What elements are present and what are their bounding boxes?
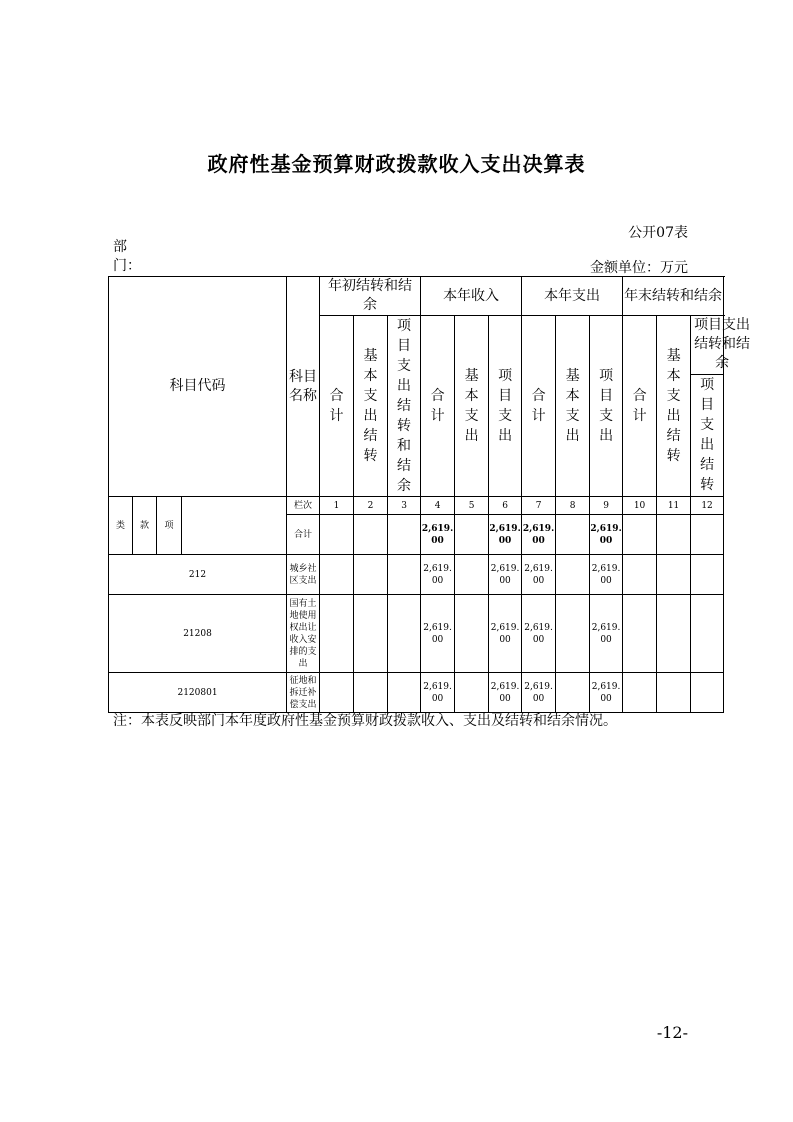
header-expense-project bbox=[590, 316, 623, 497]
column-number: 3 bbox=[388, 497, 421, 515]
total-begin-project bbox=[388, 515, 421, 555]
row-expense-total: 2,619.00 bbox=[522, 555, 556, 595]
row-expense-project: 2,619.00 bbox=[590, 595, 623, 673]
row-cell bbox=[556, 673, 590, 713]
total-end-project-carryover bbox=[691, 515, 724, 555]
header-end-basic-text: 基本支出结转 bbox=[666, 348, 681, 464]
total-row-label: 合计 bbox=[287, 515, 320, 555]
row-income-project: 2,619.00 bbox=[489, 673, 522, 713]
row-expense-total: 2,619.00 bbox=[522, 595, 556, 673]
header-expense-project-text: 项目支出 bbox=[599, 368, 614, 444]
header-kuan: 款 bbox=[133, 497, 157, 555]
header-end-total bbox=[623, 316, 657, 497]
header-income-project-text: 项目支出 bbox=[498, 368, 513, 444]
header-end-basic bbox=[657, 316, 691, 497]
row-cell bbox=[623, 555, 657, 595]
row-cell bbox=[623, 673, 657, 713]
header-income-project bbox=[489, 316, 522, 497]
column-number: 10 bbox=[623, 497, 657, 515]
row-name: 征地和拆迁补偿支出 bbox=[287, 673, 320, 713]
row-cell bbox=[455, 595, 489, 673]
header-subject-name bbox=[287, 277, 320, 497]
header-begin-group bbox=[320, 277, 421, 316]
column-index-label: 栏次 bbox=[287, 497, 320, 515]
page-number: -12- bbox=[656, 1023, 688, 1042]
header-begin-project bbox=[388, 316, 421, 497]
header-begin-group-text: 年初结转和结余 bbox=[328, 278, 413, 313]
header-subject-code: 科目代码 bbox=[109, 277, 287, 497]
total-expense-project: 2,619.00 bbox=[590, 515, 623, 555]
row-cell bbox=[623, 595, 657, 673]
header-subject-name-text: 科目名称 bbox=[289, 368, 318, 404]
page-title: 政府性基金预算财政拨款收入支出决算表 bbox=[207, 152, 586, 176]
total-expense-total: 2,619.00 bbox=[522, 515, 556, 555]
header-begin-basic bbox=[354, 316, 388, 497]
row-cell bbox=[320, 673, 354, 713]
footnote: 注：本表反映部门本年度政府性基金预算财政拨款收入、支出及结转和结余情况。 bbox=[113, 713, 617, 729]
row-code: 212 bbox=[109, 555, 287, 595]
total-end-total bbox=[623, 515, 657, 555]
header-income-total-text: 合计 bbox=[430, 388, 445, 424]
header-begin-total bbox=[320, 316, 354, 497]
row-cell bbox=[691, 673, 724, 713]
header-expense-total bbox=[522, 316, 556, 497]
row-cell bbox=[354, 555, 388, 595]
header-end-project-group-text: 项目支出结转和结余 bbox=[694, 317, 751, 372]
total-income-basic bbox=[455, 515, 489, 555]
row-cell bbox=[657, 595, 691, 673]
header-expense-total-text: 合计 bbox=[531, 388, 546, 424]
header-begin-project-text: 项目支出结转和结余 bbox=[397, 318, 412, 494]
total-expense-basic bbox=[556, 515, 590, 555]
unit-label: 金额单位：万元 bbox=[590, 260, 688, 276]
row-cell bbox=[657, 555, 691, 595]
header-expense-group: 本年支出 bbox=[522, 277, 623, 316]
header-begin-basic-text: 基本支出结转 bbox=[363, 348, 378, 464]
row-cell bbox=[388, 595, 421, 673]
header-end-project-carryover-text: 项目支出结转 bbox=[700, 377, 715, 494]
row-cell bbox=[455, 555, 489, 595]
header-end-project-group bbox=[691, 316, 751, 375]
total-begin-total bbox=[320, 515, 354, 555]
column-number: 7 bbox=[522, 497, 556, 515]
column-number: 1 bbox=[320, 497, 354, 515]
column-number: 5 bbox=[455, 497, 489, 515]
row-name: 城乡社区支出 bbox=[287, 555, 320, 595]
row-cell bbox=[320, 595, 354, 673]
header-blank bbox=[182, 497, 287, 555]
row-income-total: 2,619.00 bbox=[421, 555, 455, 595]
row-expense-project: 2,619.00 bbox=[590, 673, 623, 713]
budget-table bbox=[108, 276, 751, 713]
row-cell bbox=[388, 673, 421, 713]
department-label: 部门： bbox=[113, 239, 141, 274]
row-cell bbox=[556, 595, 590, 673]
header-income-basic-text: 基本支出 bbox=[464, 368, 479, 444]
form-number: 公开07表 bbox=[628, 225, 688, 241]
row-cell bbox=[691, 595, 724, 673]
row-cell bbox=[388, 555, 421, 595]
total-income-project: 2,619.00 bbox=[489, 515, 522, 555]
row-cell bbox=[354, 673, 388, 713]
row-code: 21208 bbox=[109, 595, 287, 673]
row-expense-project: 2,619.00 bbox=[590, 555, 623, 595]
total-end-basic bbox=[657, 515, 691, 555]
column-number: 4 bbox=[421, 497, 455, 515]
column-number: 9 bbox=[590, 497, 623, 515]
column-number: 6 bbox=[489, 497, 522, 515]
column-number: 12 bbox=[691, 497, 724, 515]
row-cell bbox=[556, 555, 590, 595]
header-end-total-text: 合计 bbox=[632, 388, 647, 424]
row-cell bbox=[354, 595, 388, 673]
row-cell bbox=[691, 555, 724, 595]
header-end-project-carryover bbox=[691, 374, 724, 496]
header-begin-total-text: 合计 bbox=[329, 388, 344, 424]
total-income-total: 2,619.00 bbox=[421, 515, 455, 555]
row-income-total: 2,619.00 bbox=[421, 673, 455, 713]
row-cell bbox=[657, 673, 691, 713]
header-expense-basic-text: 基本支出 bbox=[565, 368, 580, 444]
header-xiang: 项 bbox=[157, 497, 182, 555]
column-number: 2 bbox=[354, 497, 388, 515]
header-income-basic bbox=[455, 316, 489, 497]
row-name: 国有土地使用权出让收入安排的支出 bbox=[287, 595, 320, 673]
column-number: 11 bbox=[657, 497, 691, 515]
header-lei: 类 bbox=[109, 497, 133, 555]
column-number: 8 bbox=[556, 497, 590, 515]
total-begin-basic bbox=[354, 515, 388, 555]
row-income-project: 2,619.00 bbox=[489, 555, 522, 595]
header-end-group: 年末结转和结余 bbox=[623, 277, 724, 316]
row-income-project: 2,619.00 bbox=[489, 595, 522, 673]
header-expense-basic bbox=[556, 316, 590, 497]
header-income-total bbox=[421, 316, 455, 497]
row-code: 2120801 bbox=[109, 673, 287, 713]
header-income-group: 本年收入 bbox=[421, 277, 522, 316]
row-cell bbox=[455, 673, 489, 713]
row-income-total: 2,619.00 bbox=[421, 595, 455, 673]
row-cell bbox=[320, 555, 354, 595]
row-expense-total: 2,619.00 bbox=[522, 673, 556, 713]
